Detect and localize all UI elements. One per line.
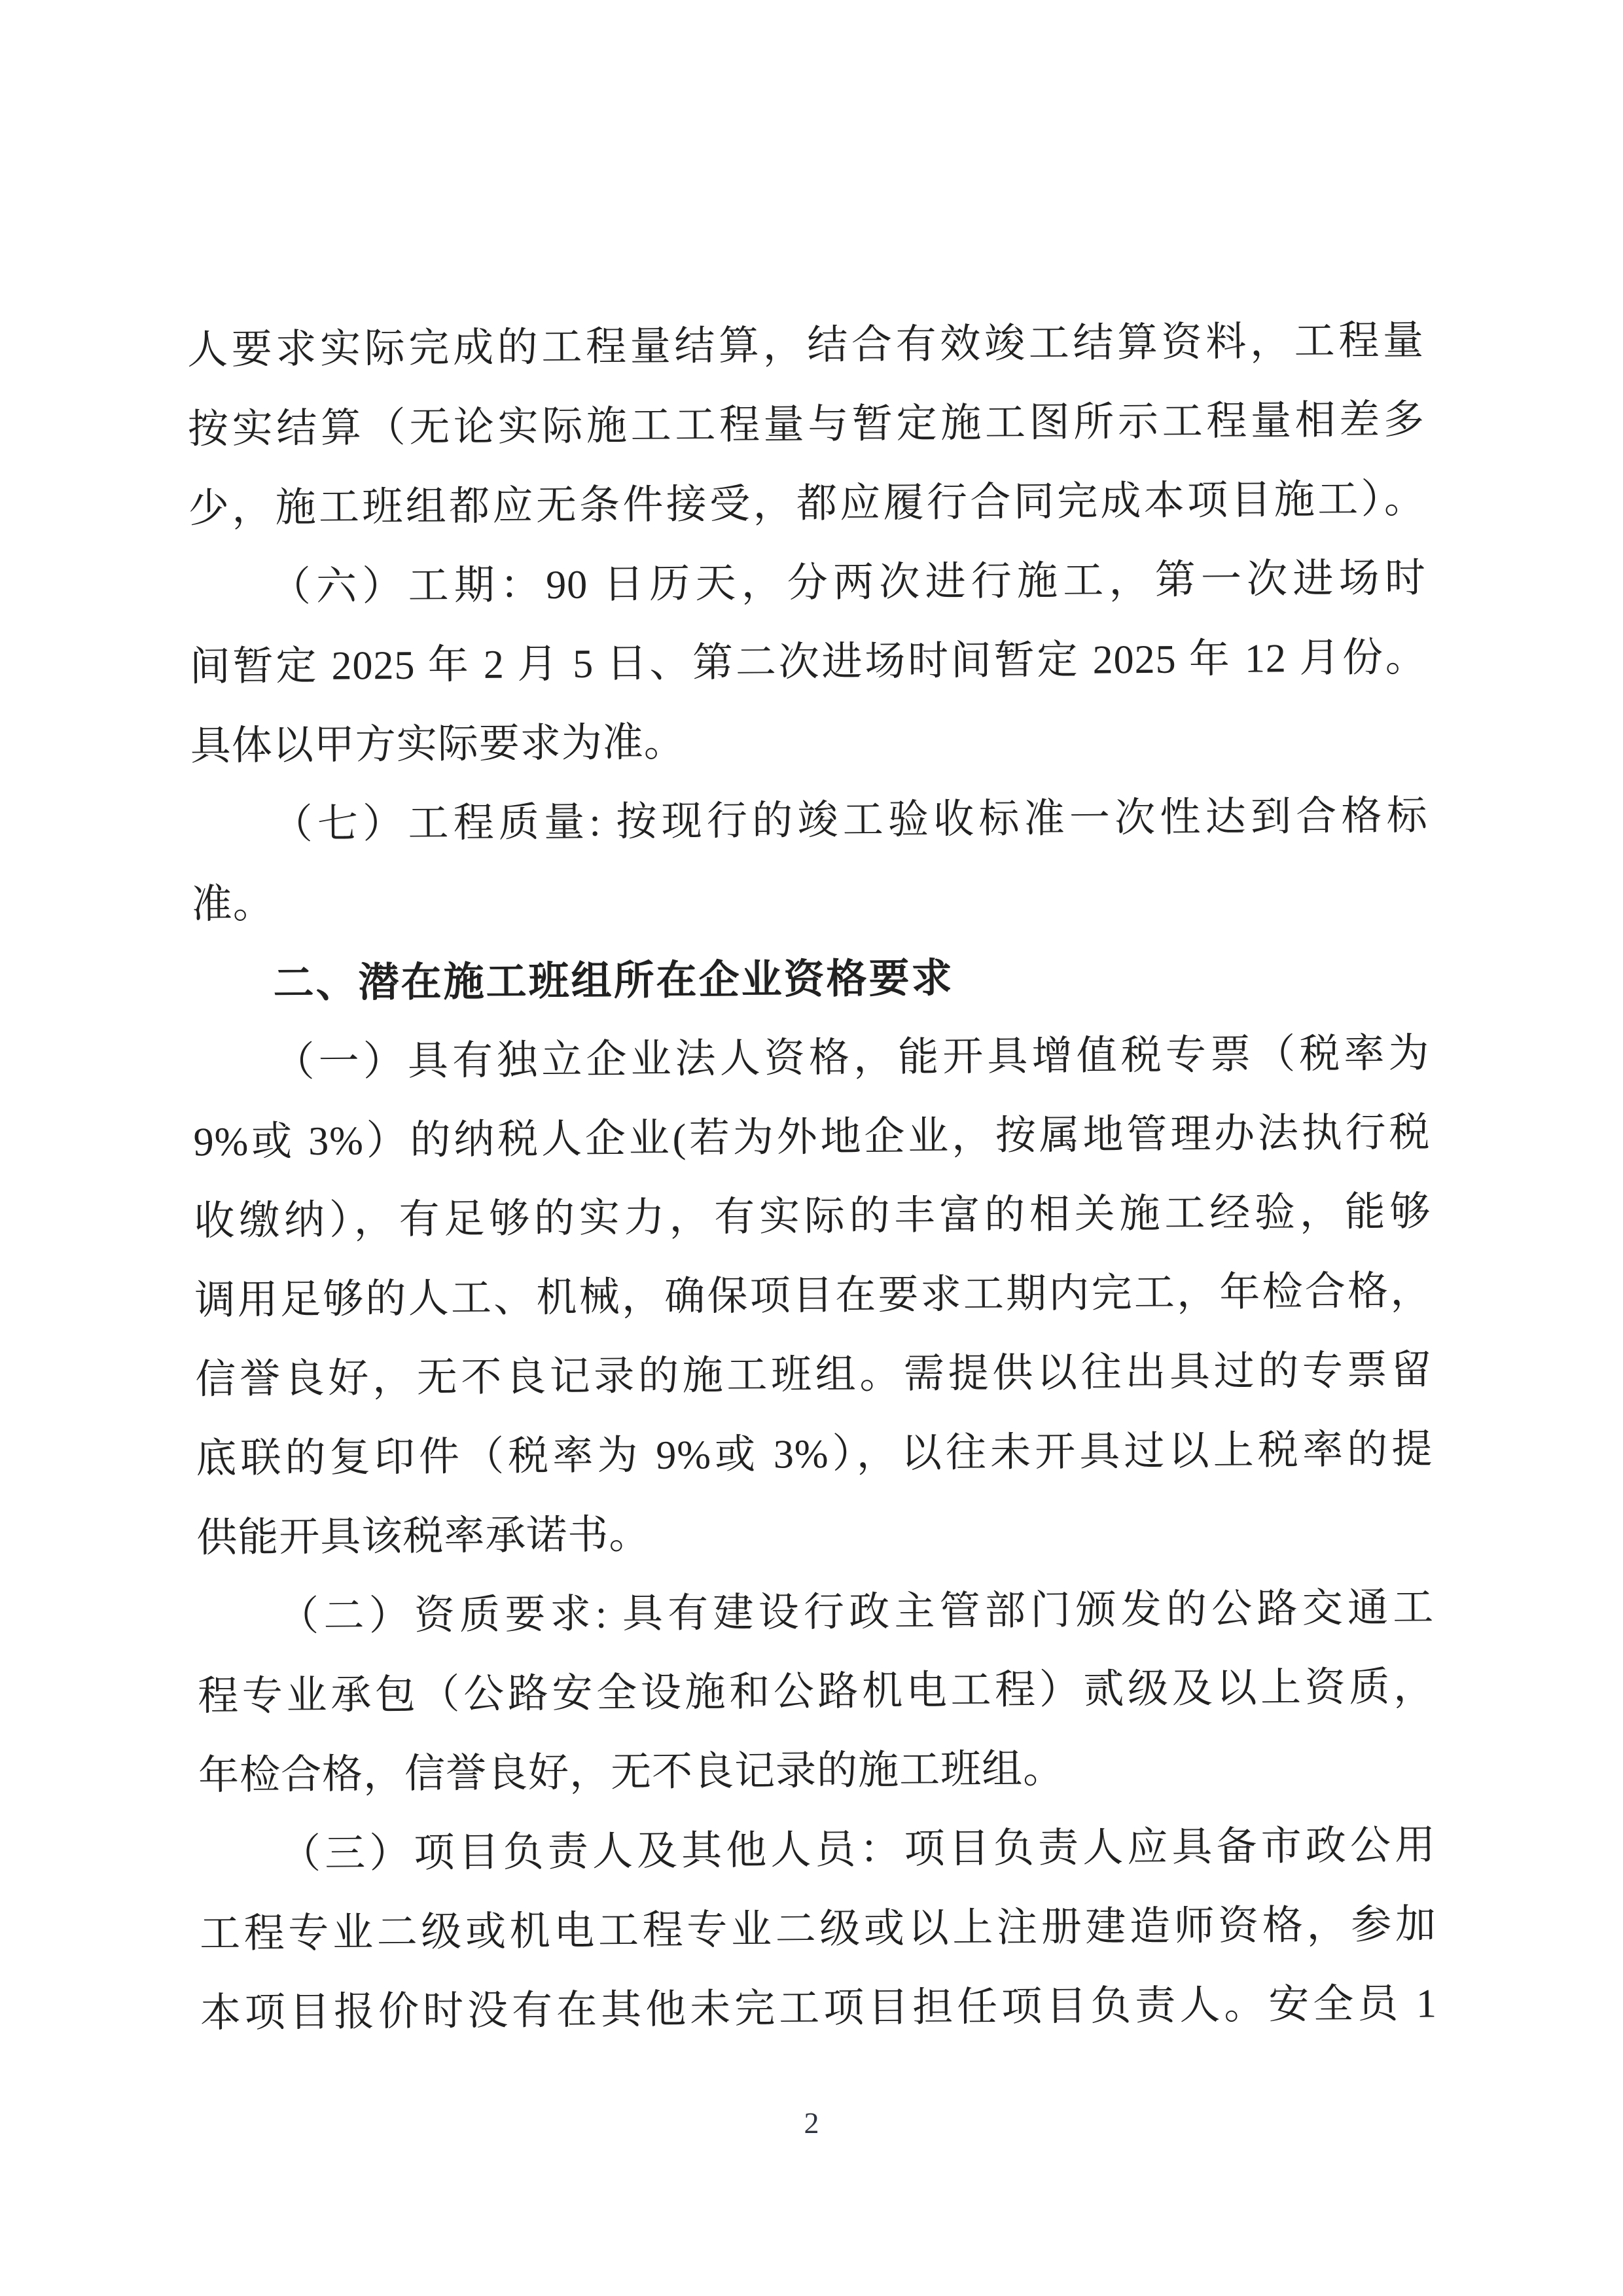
paragraph-line: 收缴纳），有足够的实力，有实际的丰富的相关施工经验，能够 — [194, 1189, 1431, 1244]
paragraph-line: 信誉良好，无不良记录的施工班组。需提供以往出具过的专票留 — [195, 1348, 1433, 1403]
paragraph-line-item-3: （三）项目负责人及其他人员：项目负责人应具备市政公用 — [279, 1823, 1436, 1877]
paragraph-line: 程专业承包（公路安全设施和公路机电工程）贰级及以上资质， — [197, 1664, 1435, 1719]
paragraph-line: 本项目报价时没有在其他未完工项目担任项目负责人。安全员 1 — [200, 1981, 1438, 2036]
section-heading-2: 二、潜在施工班组所在企业资格要求 — [273, 956, 954, 1007]
paragraph-line: 准。 — [191, 882, 274, 927]
paragraph-line: 具体以甲方实际要求为准。 — [190, 720, 686, 769]
paragraph-line-item-7: （七）工程质量: 按现行的竣工验收标准一次性达到合格标 — [272, 793, 1428, 848]
paragraph-line: 9%或 3%）的纳税人企业(若为外地企业，按属地管理办法执行税 — [193, 1110, 1431, 1165]
document-body — [187, 302, 1438, 2054]
paragraph-line: 少，施工班组都应无条件接受，都应履行合同完成本项目施工）。 — [188, 476, 1426, 531]
paragraph-line: 人要求实际完成的工程量结算，结合有效竣工结算资料，工程量 — [187, 318, 1425, 373]
paragraph-line-item-2: （二）资质要求: 具有建设行政主管部门颁发的公路交通工 — [277, 1585, 1435, 1640]
paragraph-line: 年检合格，信誉良好，无不良记录的施工班组。 — [198, 1747, 1065, 1799]
paragraph-line: 间暂定 2025 年 2 月 5 日、第二次进场时间暂定 2025 年 12 月份。 — [189, 635, 1427, 690]
page-number: 2 — [804, 2106, 819, 2140]
paragraph-line: 调用足够的人工、机械，确保项目在要求工期内完工，年检合格， — [194, 1268, 1432, 1323]
paragraph-line: 工程专业二级或机电工程专业二级或以上注册建造师资格，参加 — [199, 1902, 1437, 1957]
paragraph-line-item-6: （六）工期：90 日历天，分两次进行施工，第一次进场时 — [270, 556, 1427, 610]
paragraph-line: 供能开具该税率承诺书。 — [196, 1512, 651, 1561]
paragraph-line-item-1: （一）具有独立企业法人资格，能开具增值税专票（税率为 — [274, 1031, 1430, 1085]
paragraph-line: 底联的复印件（税率为 9%或 3%），以往未开具过以上税率的提 — [196, 1427, 1433, 1482]
paragraph-line: 按实结算（无论实际施工工程量与暂定施工图所示工程量相差多 — [187, 397, 1425, 452]
